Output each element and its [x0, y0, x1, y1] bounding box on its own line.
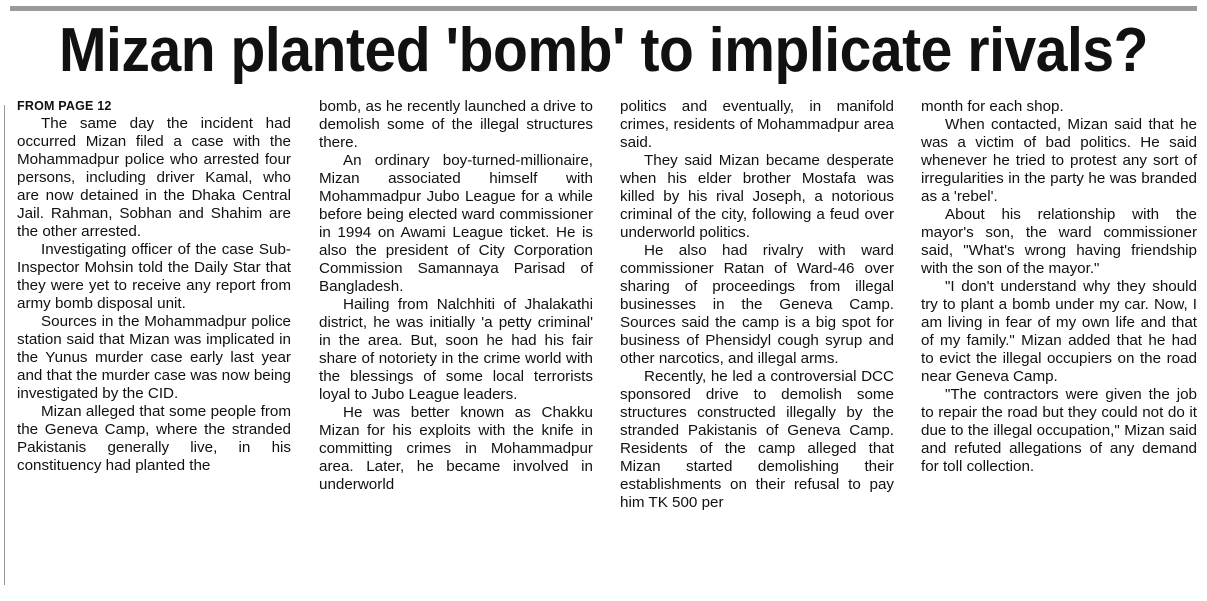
paragraph: The same day the incident had occurred Mizan filed a case with the Mohammadpur police who arrested four persons, including driver Kamal, who are now detained in the Dhaka Central Jail. Rahman, Sobhan and Shahim are the other arrested. — [17, 115, 291, 240]
article-column-4 — [921, 98, 1197, 476]
paragraph: Recently, he led a controversial DCC sponsored drive to demolish some structures constructed illegally by the stranded Pakistanis of Geneva Camp. Residents of the camp alleged that Mizan started demolishing their establishments on their refusal to pay him TK 500 per — [620, 368, 894, 511]
paragraph: "The contractors were given the job to repair the road but they could not do it due to the illegal occupation," Mizan said and refuted allegations of any demand for toll collection. — [921, 386, 1197, 475]
headline: Mizan planted 'bomb' to implicate rivals? — [58, 16, 1149, 85]
article-column-1 — [17, 98, 291, 475]
article-column-2 — [319, 98, 593, 494]
paragraph: He also had rivalry with ward commissioner Ratan of Ward-46 over sharing of proceedings from illegal businesses in the Geneva Camp. Sources said the camp is a big spot for business of Phensidyl cough syrup and other narcotics, and illegal arms. — [620, 242, 894, 367]
paragraph-continued: politics and eventually, in manifold crimes, residents of Mohammadpur area said. — [620, 98, 894, 151]
top-rule — [10, 6, 1197, 11]
paragraph-continued: bomb, as he recently launched a drive to demolish some of the illegal structures there. — [319, 98, 593, 151]
paragraph: About his relationship with the mayor's son, the ward commissioner said, "What's wrong having friendship with the son of the mayor." — [921, 206, 1197, 277]
paragraph: Mizan alleged that some people from the Geneva Camp, where the stranded Pakistanis generally live, in his constituency had planted the — [17, 403, 291, 474]
continuation-kicker: FROM PAGE 12 — [17, 99, 112, 113]
paragraph: When contacted, Mizan said that he was a victim of bad politics. He said whenever he tried to protest any sort of irregularities in the party he was branded as a 'rebel'. — [921, 116, 1197, 205]
paragraph: He was better known as Chakku Mizan for his exploits with the knife in committing crimes in Mohammadpur area. Later, he became involved in underworld — [319, 404, 593, 493]
paragraph: Sources in the Mohammadpur police station said that Mizan was implicated in the Yunus murder case early last year and that the murder case was now being investigated by the CID. — [17, 313, 291, 402]
paragraph: They said Mizan became desperate when his elder brother Mostafa was killed by his rival Joseph, a notorious criminal of the city, following a feud over underworld politics. — [620, 152, 894, 241]
left-margin-rule — [4, 105, 5, 585]
article-column-3 — [620, 98, 894, 512]
paragraph: "I don't understand why they should try to plant a bomb under my car. Now, I am living in fear of my own life and that of my family." Mizan added that he had to evict the illegal occupiers on the road near Geneva Camp. — [921, 278, 1197, 385]
paragraph: Hailing from Nalchhiti of Jhalakathi district, he was initially 'a petty criminal' in the area. But, soon he had his fair share of notoriety in the crime world with the blessings of some local terrorists loyal to Jubo League leaders. — [319, 296, 593, 403]
paragraph: Investigating officer of the case Sub-Inspector Mohsin told the Daily Star that they were yet to receive any report from army bomb disposal unit. — [17, 241, 291, 312]
paragraph: An ordinary boy-turned-millionaire, Mizan associated himself with Mohammadpur Jubo League for a while before being elected ward commissioner in 1994 on Awami League ticket. He is also the president of City Corporation Commission Samannaya Parisad of Bangladesh. — [319, 152, 593, 295]
paragraph-continued: month for each shop. — [921, 98, 1064, 115]
